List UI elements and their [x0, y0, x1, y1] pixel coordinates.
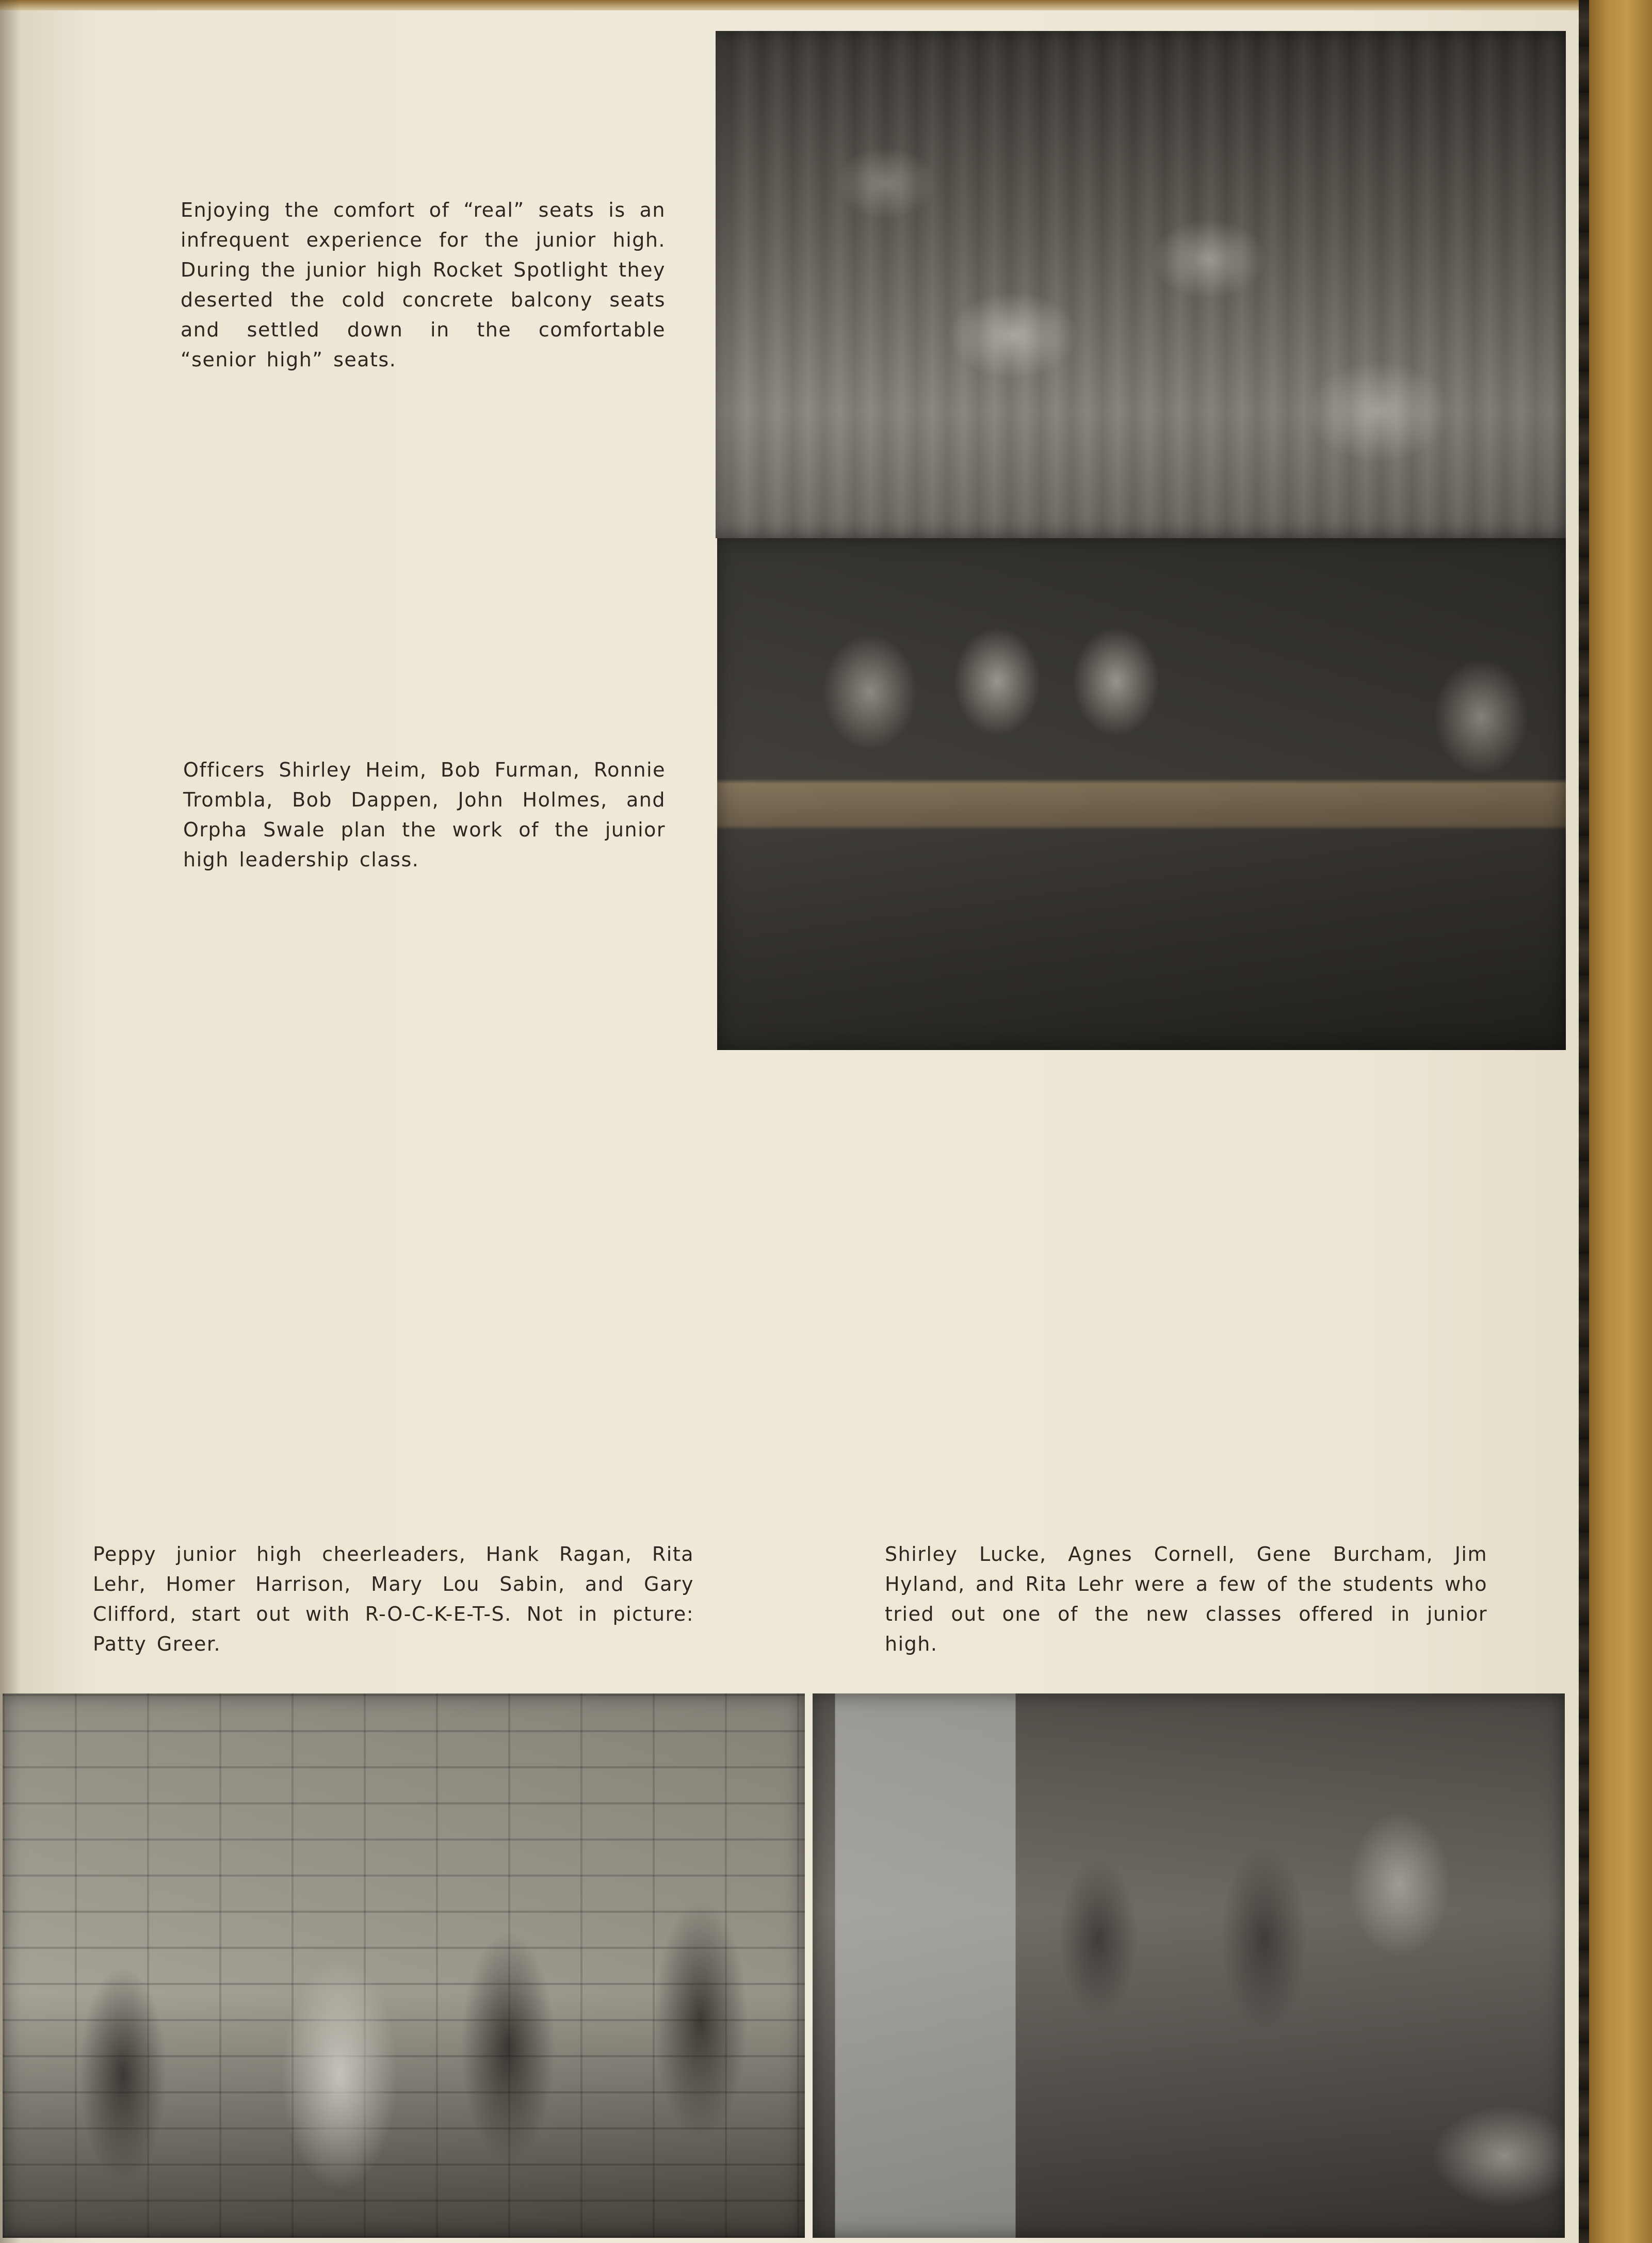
caption-officers: Officers Shirley Heim, Bob Furman, Ronnie Trombla, Bob Dappen, John Holmes, and Orpha Swale plan the work of the junior high leadership class. — [183, 759, 666, 871]
photo-gloss — [3, 1693, 805, 2238]
photo-classroom — [813, 1693, 1565, 2238]
photo-gloss — [813, 1693, 1565, 2238]
page-stack-edge — [1579, 0, 1589, 2243]
photo-gloss — [717, 538, 1566, 1050]
caption-cheerleaders: Peppy junior high cheerleaders, Hank Ragan, Rita Lehr, Homer Harrison, Mary Lou Sabin, and Gary Clifford, start out with R-O-C-K-E-T-S. Not in picture: Patty Greer. — [93, 1543, 694, 1655]
photo-officers-table — [717, 538, 1566, 1050]
photo-auditorium-audience — [716, 31, 1566, 538]
page-top-edge — [0, 0, 1589, 10]
photo-gloss — [716, 31, 1566, 538]
caption-new-classes: Shirley Lucke, Agnes Cornell, Gene Burcham, Jim Hyland, and Rita Lehr were a few of the students who tried out one of the new classes offered in junior high. — [885, 1543, 1487, 1655]
photo-cheerleaders — [3, 1693, 805, 2238]
caption-auditorium-seats: Enjoying the comfort of “real” seats is an infrequent experience for the junior high. During the junior high Rocket Spotlight they deserted the cold concrete balcony seats and settled down in the comfortable “senior high” seats. — [181, 199, 666, 371]
book-cover-edge — [1589, 0, 1652, 2243]
